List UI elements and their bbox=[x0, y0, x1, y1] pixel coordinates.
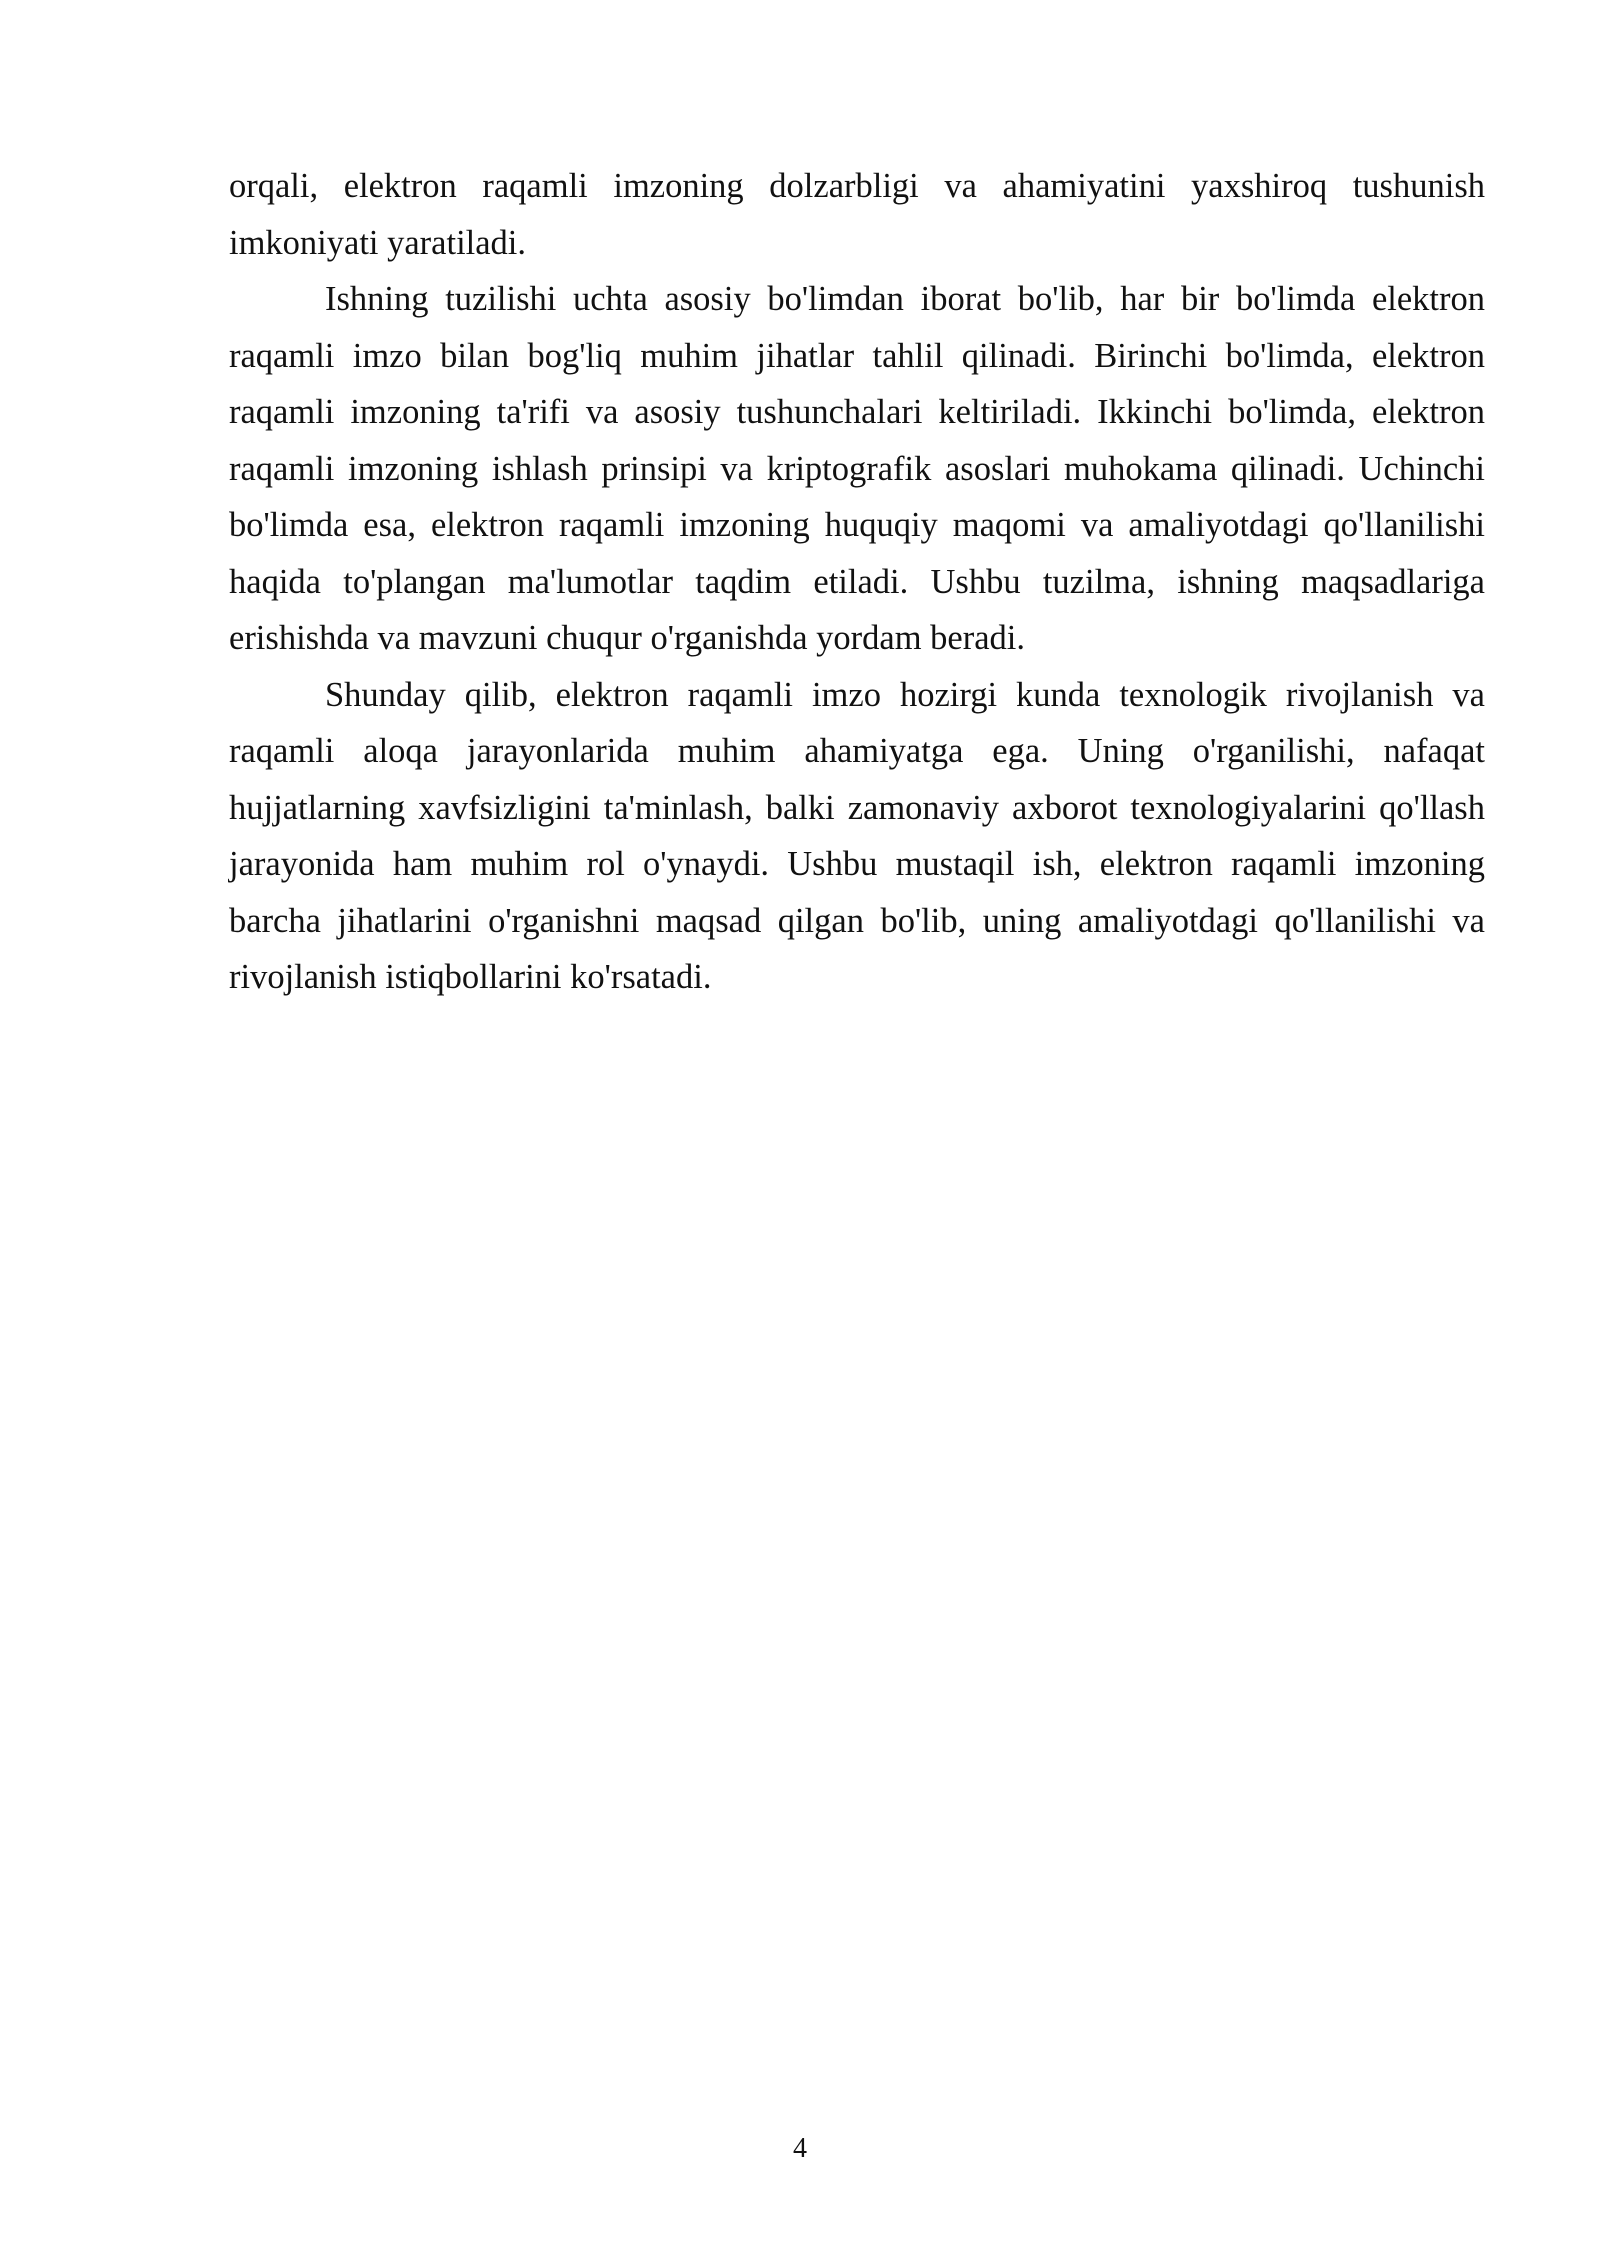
paragraph-1: orqali, elektron raqamli imzoning dolzarbligi va ahamiyatini yaxshiroq tushunish imkoniyati yaratiladi. bbox=[229, 167, 1485, 262]
paragraph-2: Ishning tuzilishi uchta asosiy bo'limdan iborat bo'lib, har bir bo'limda elektron raqamli imzo bilan bog'liq muhim jihatlar tahlil qilinadi. Birinchi bo'limda, elektron raqamli imzoning ta'rifi va asosiy tushunchalari keltiriladi. Ikkinchi bo'limda, elektron raqamli imzoning ishlash prinsipi va kriptografik asoslari muhokama qilinadi. Uchinchi bo'limda esa, elektron raqamli imzoning huquqiy maqomi va amaliyotdagi qo'llanilishi haqida to'plangan ma'lumotlar taqdim etiladi. Ushbu tuzilma, ishning maqsadlariga erishishda va mavzuni chuqur o'rganishda yordam beradi. bbox=[229, 280, 1485, 657]
page-number: 4 bbox=[793, 2133, 807, 2164]
paragraph-3: Shunday qilib, elektron raqamli imzo hozirgi kunda texnologik rivojlanish va raqamli aloqa jarayonlarida muhim ahamiyatga ega. Uning o'rganilishi, nafaqat hujjatlarning xavfsizligini ta'minlash, balki zamonaviy axborot texnologiyalarini qo'llash jarayonida ham muhim rol o'ynaydi. Ushbu mustaqil ish, elektron raqamli imzoning barcha jihatlarini o'rganishni maqsad qilgan bo'lib, uning amaliyotdagi qo'llanilishi va rivojlanish istiqbollarini ko'rsatadi. bbox=[229, 675, 1485, 996]
body-text bbox=[229, 158, 1485, 1006]
